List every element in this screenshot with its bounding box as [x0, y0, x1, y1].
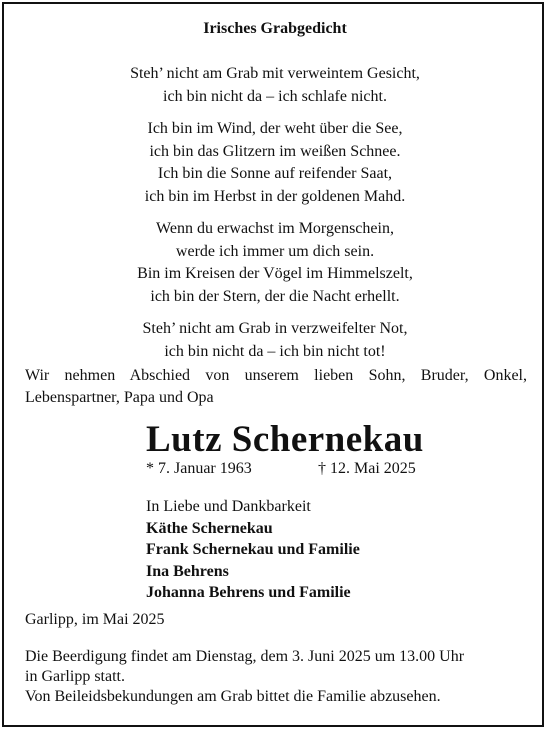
poem — [0, 63, 550, 373]
poem-line: Bin im Kreisen der Vögel im Himmelszelt, — [137, 265, 413, 282]
place-date: Garlipp, im Mai 2025 — [25, 611, 165, 628]
funeral-line: in Garlipp statt. — [25, 668, 125, 685]
poem-line: ich bin das Glitzern im weißen Schnee. — [149, 142, 401, 160]
farewell-intro: Wir nehmen Abschied von unserem lieben Sohn, Bruder, Onkel, Lebenspartner, Papa und Opa — [25, 367, 527, 406]
gratitude-line: In Liebe und Dankbarkeit — [146, 498, 311, 515]
birth-date: * 7. Januar 1963 — [146, 460, 252, 477]
funeral-line: Die Beerdigung findet am Dienstag, dem 3. Juni 2025 um 13.00 Uhr — [25, 648, 465, 665]
poem-stanza — [0, 318, 550, 363]
funeral-line: Von Beileidsbekundungen am Grab bittet die Familie abzusehen. — [25, 688, 441, 705]
poem-stanza — [0, 63, 550, 108]
mourners-block — [146, 496, 360, 604]
poem-stanza — [0, 118, 550, 208]
mourner-name: Johanna Behrens und Familie — [146, 584, 351, 601]
mourner-name: Ina Behrens — [146, 562, 229, 580]
poem-stanza — [0, 218, 550, 308]
poem-line: Wenn du erwachst im Morgenschein, — [156, 220, 394, 237]
poem-line: ich bin der Stern, der die Nacht erhellt. — [150, 287, 400, 305]
mourner-name: Käthe Schernekau — [146, 519, 273, 537]
poem-line: Steh’ nicht am Grab mit verweintem Gesicht, — [130, 65, 420, 82]
poem-line: Ich bin im Wind, der weht über die See, — [147, 120, 403, 137]
mourner-name: Frank Schernekau und Familie — [146, 541, 360, 558]
poem-title: Irisches Grabgedicht — [203, 20, 347, 37]
deceased-name: Lutz Schernekau — [146, 419, 424, 460]
funeral-info — [25, 647, 527, 707]
poem-line: ich bin nicht da – ich schlafe nicht. — [163, 87, 387, 105]
poem-line: Ich bin die Sonne auf reifender Saat, — [157, 165, 393, 182]
poem-line: ich bin im Herbst in der goldenen Mahd. — [144, 187, 406, 205]
poem-line: Steh’ nicht am Grab in verzweifelter Not, — [142, 320, 408, 337]
death-date: † 12. Mai 2025 — [318, 460, 416, 477]
poem-line: ich bin nicht da – ich bin nicht tot! — [164, 342, 386, 360]
poem-line: werde ich immer um dich sein. — [175, 242, 375, 260]
